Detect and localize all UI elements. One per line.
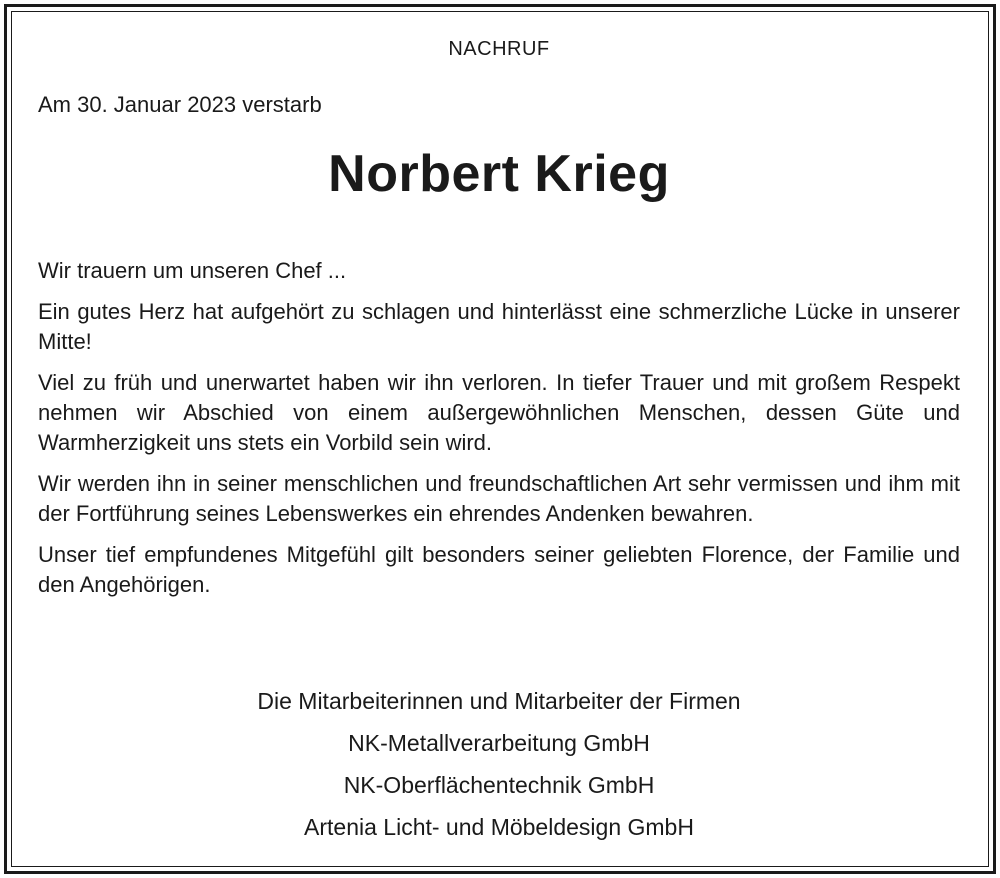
deceased-name: Norbert Krieg	[328, 145, 670, 203]
company-name: NK-Metallverarbeitung GmbH	[348, 730, 650, 756]
company-name: NK-Oberflächentechnik GmbH	[343, 772, 655, 798]
signature-line: Die Mitarbeiterinnen und Mitarbeiter der Firmen	[257, 688, 741, 714]
paragraph-farewell: Viel zu früh und unerwartet haben wir ihn verloren. In tiefer Trauer und mit großem Respekt nehmen wir Abschied von einem außergewöhnlichen Menschen, dessen Güte und Warmherzigkeit uns stets ein Vorbild sein wird.	[38, 370, 960, 455]
paragraph-condolences: Unser tief empfundenes Mitgefühl gilt besonders seiner geliebten Florence, der Familie und den Angehörigen.	[38, 542, 960, 597]
paragraph-remembrance: Wir werden ihn in seiner menschlichen und freundschaftlichen Art sehr vermissen und ihm mit der Fortführung seines Lebenswerkes ein ehrendes Andenken bewahren.	[38, 471, 960, 526]
paragraph-mourning: Wir trauern um unseren Chef ...	[38, 258, 347, 283]
notice-heading: NACHRUF	[448, 38, 550, 60]
signature-block	[38, 680, 960, 848]
death-date-intro: Am 30. Januar 2023 verstarb	[38, 92, 322, 117]
company-name: Artenia Licht- und Möbeldesign GmbH	[304, 814, 694, 840]
notice-body	[38, 256, 960, 611]
paragraph-good-heart: Ein gutes Herz hat aufgehört zu schlagen und hinterlässt eine schmerzliche Lücke in unserer Mitte!	[38, 299, 960, 354]
